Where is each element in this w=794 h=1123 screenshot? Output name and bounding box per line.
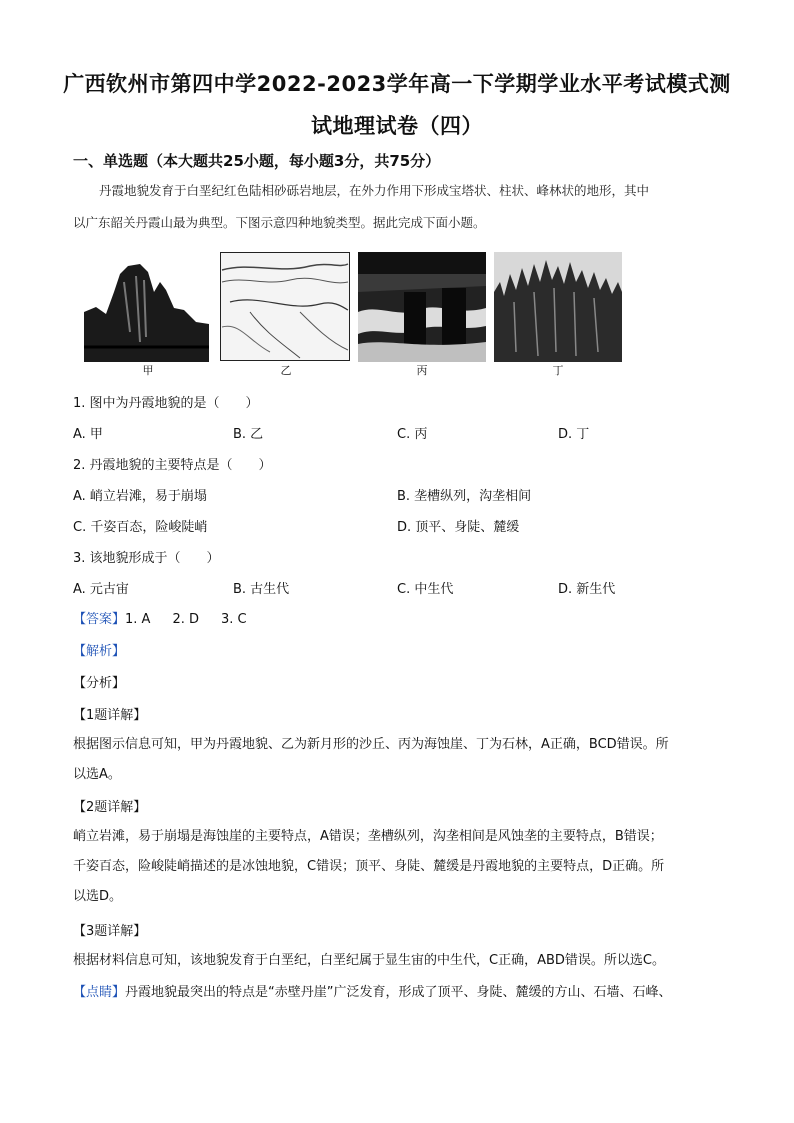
detail-3-line-1: 根据材料信息可知，该地貌发育于白垩纪，白垩纪属于显生宙的中生代，C正确，ABD错误。所以选C。: [73, 953, 665, 968]
figure-jia-danxia-image: [84, 252, 209, 362]
detail-2-line-3: 以选D。: [73, 889, 123, 904]
detail-1-line-1: 根据图示信息可知，甲为丹霞地貌、乙为新月形的沙丘、丙为海蚀崖、丁为石林，A正确，BCD错误。所: [73, 737, 669, 752]
figure-label-jia: 甲: [142, 364, 154, 377]
tip-line: [73, 978, 723, 1008]
answer-1: 1. A: [125, 612, 151, 627]
section-heading: 一、单选题（本大题共25小题，每小题3分，共75分）: [73, 152, 441, 170]
figure-yi-dune-image: [220, 252, 350, 362]
figure-label-bing: 丙: [416, 364, 428, 377]
tip-text: 丹霞地貌最突出的特点是“赤壁丹崖”广泛发育，形成了顶平、身陡、麓缓的方山、石墙、石峰、: [125, 985, 672, 1000]
figure-label-yi: 乙: [280, 364, 292, 377]
detail-3-tag: 【3题详解】: [73, 924, 147, 939]
q3-option-b: B. 古生代: [233, 582, 290, 597]
figure-ding-stoneforest-image: [494, 252, 622, 362]
q2-option-b: B. 垄槽纵列，沟垄相间: [397, 489, 532, 504]
figure-label-ding: 丁: [552, 364, 564, 377]
tip-tag: 【点睛】: [73, 985, 126, 1000]
answer-tag: 【答案】: [73, 612, 126, 627]
detail-1-line-2: 以选A。: [73, 767, 121, 782]
question-3-stem: 3. 该地貌形成于（ ）: [73, 551, 220, 566]
answer-3: 3. C: [221, 612, 247, 627]
answer-line: [73, 608, 269, 627]
q2-option-d: D. 顶平、身陡、麓缓: [397, 520, 520, 535]
landform-figures: [84, 252, 624, 382]
detail-2-line-1: 峭立岩滩，易于崩塌是海蚀崖的主要特点，A错误；垄槽纵列，沟垄相间是风蚀垄的主要特点，B错误；: [73, 829, 663, 844]
intro-text-line-2: 以广东韶关丹霞山最为典型。下图示意四种地貌类型。据此完成下面小题。: [73, 215, 486, 230]
q2-option-c: C. 千姿百态，险峻陡峭: [73, 520, 208, 535]
detail-2-line-2: 千姿百态，险峻陡峭描述的是冰蚀地貌，C错误；顶平、身陡、麓缓是丹霞地貌的主要特点，D正确。所: [73, 859, 665, 874]
figure-bing-seacliff-image: [358, 252, 486, 362]
title-line-2: 试地理试卷（四）: [311, 114, 483, 138]
q3-option-c: C. 中生代: [397, 582, 454, 597]
q1-option-b: B. 乙: [233, 427, 264, 442]
q1-option-a: A. 甲: [73, 427, 103, 442]
intro-text-line-1: 丹霞地貌发育于白垩纪红色陆相砂砾岩地层，在外力作用下形成宝塔状、柱状、峰林状的地形，其中: [99, 183, 650, 198]
detail-1-tag: 【1题详解】: [73, 708, 147, 723]
question-1-stem: 1. 图中为丹霞地貌的是（ ）: [73, 396, 259, 411]
title-line-1: 广西钦州市第四中学2022-2023学年高一下学期学业水平考试模式测: [63, 72, 731, 96]
q1-option-c: C. 丙: [397, 427, 428, 442]
answer-2: 2. D: [172, 612, 199, 627]
question-2-stem: 2. 丹霞地貌的主要特点是（ ）: [73, 458, 272, 473]
detail-2-tag: 【2题详解】: [73, 800, 147, 815]
fenxi-tag: 【分析】: [73, 676, 126, 691]
q3-option-d: D. 新生代: [558, 582, 616, 597]
q1-option-d: D. 丁: [558, 427, 590, 442]
analysis-tag: 【解析】: [73, 644, 126, 659]
q3-option-a: A. 元古宙: [73, 582, 129, 597]
q2-option-a: A. 峭立岩滩，易于崩塌: [73, 489, 207, 504]
